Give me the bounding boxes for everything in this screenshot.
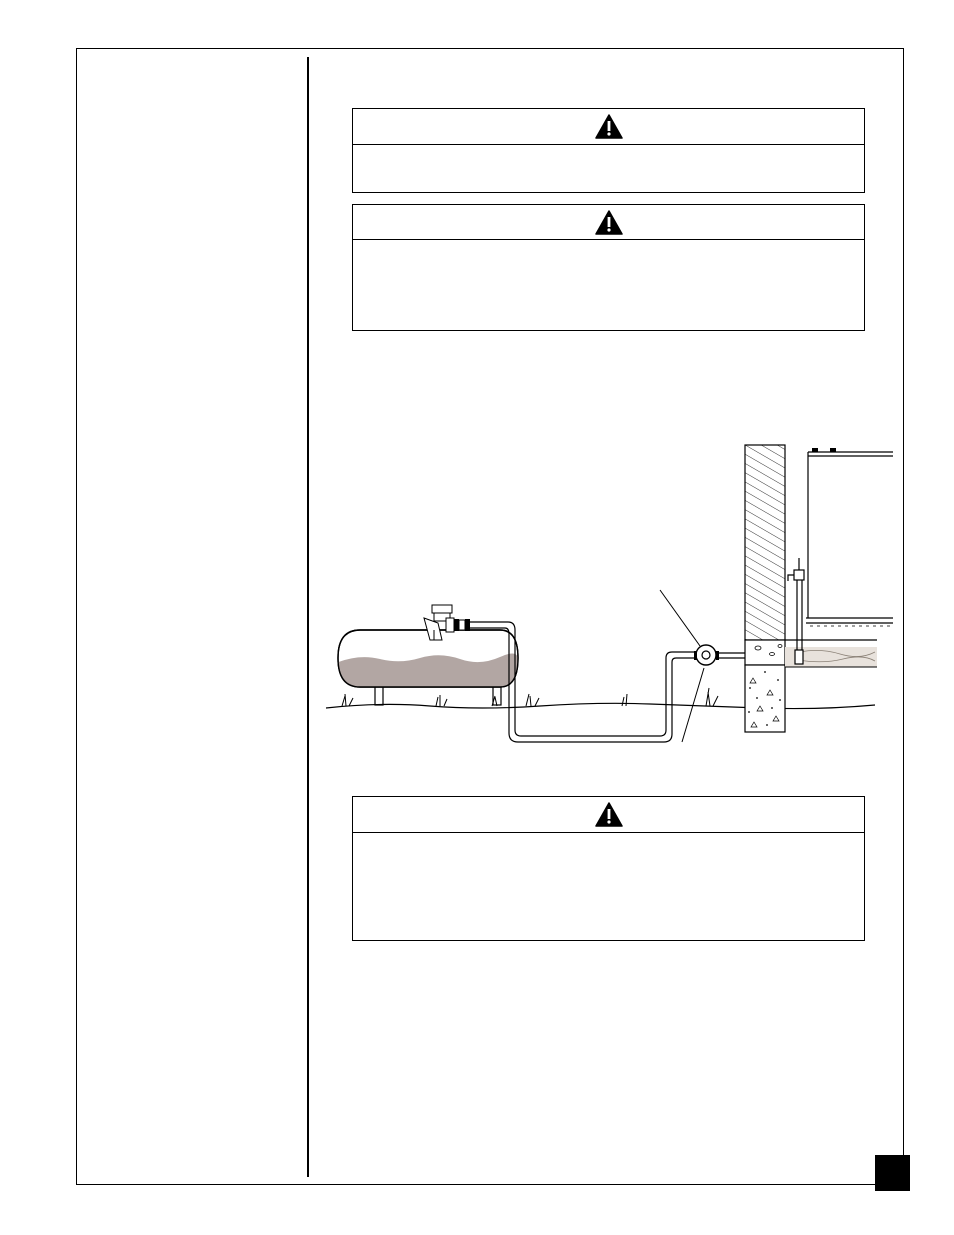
warning-text [353,145,864,157]
leader-line-upper [660,590,700,646]
grass-tufts [342,688,718,706]
propane-installation-diagram [320,440,900,760]
warning-box-2 [352,204,865,331]
column-divider [307,57,309,1177]
warning-triangle-icon [595,802,623,827]
ground-line [326,703,875,708]
warning-text [353,240,864,252]
warning-box-3 [352,796,865,941]
warning-triangle-icon [595,210,623,235]
page-number-tab [875,1155,910,1191]
heater-outline [806,448,893,626]
propane-tank [338,605,518,705]
warning-header [353,797,864,833]
warning-header [353,109,864,145]
foundation-wall [745,445,785,732]
warning-box-1 [352,108,865,193]
warning-triangle-icon [595,114,623,139]
warning-text [353,833,864,845]
warning-header [353,205,864,240]
